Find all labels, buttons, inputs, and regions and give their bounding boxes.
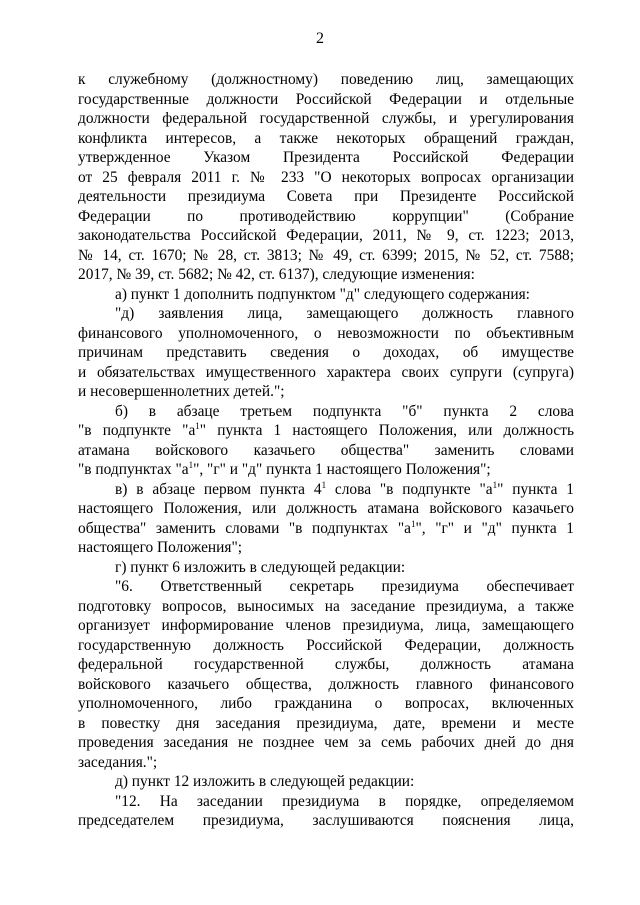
- text-segment: в) в абзаце первом пункта 4: [115, 480, 322, 498]
- superscript: 1: [188, 460, 194, 470]
- text-line: "12. На заседании президиума в порядке, определяемом: [115, 792, 574, 810]
- text-line: настоящего Положения";: [78, 539, 243, 556]
- text-line: б) в абзаце третьем подпункта "б" пункта 2 слова: [115, 402, 574, 420]
- text-line: д) пункт 12 изложить в следующей редакции:: [115, 773, 415, 790]
- text-line: [78, 480, 574, 500]
- text-line: "6. Ответственный секретарь президиума обеспечивает: [115, 578, 574, 595]
- text-segment: "в подпункте "а: [78, 422, 196, 439]
- text-line: атамана войскового казачьего общества" заменить словами: [78, 441, 574, 459]
- text-line: а) пункт 1 дополнить подпунктом "д" следующего содержания:: [115, 285, 530, 303]
- text-line: настоящего Положения, или должность атамана войскового казачьего: [78, 500, 574, 517]
- page-number: 2: [316, 30, 324, 47]
- text-line: государственную должность Российской Федерации, должность: [78, 636, 574, 654]
- text-line: организует информирование членов президиума, лица, замещающего: [78, 617, 574, 634]
- text-line: проведения заседания не позднее чем за семь рабочих дней до дня: [78, 734, 574, 751]
- text-line: утвержденное Указом Президента Российской Федерации: [78, 149, 574, 166]
- text-line: войскового казачьего общества, должность главного финансового: [78, 675, 574, 693]
- text-line: [78, 421, 574, 441]
- text-segment: " пункта 1 настоящего Положения, или должность: [199, 422, 574, 439]
- text-segment: общества" заменить словами "в подпунктах "а: [78, 519, 411, 537]
- text-line: заседания.";: [78, 753, 158, 771]
- text-line: председателем президиума, заслушиваются пояснения лица,: [78, 812, 574, 829]
- text-line: от 25 февраля 2011 г. № 233 "О некоторых вопросах организации: [78, 168, 574, 186]
- text-line: "д) заявления лица, замещающего должность главного: [115, 305, 574, 322]
- text-line: в повестку дня заседания президиума, дате, времени и месте: [78, 714, 574, 732]
- document-body: [78, 70, 574, 831]
- text-line: должности федеральной государственной службы, и урегулирования: [78, 110, 574, 127]
- superscript: 1: [195, 421, 200, 431]
- text-segment: "в подпунктах "а: [78, 461, 189, 478]
- text-line: [78, 519, 574, 539]
- text-line: уполномоченного, либо гражданина о вопросах, включенных: [78, 695, 574, 712]
- text-line: и обязательствах имущественного характера своих супруги (супруга): [78, 363, 574, 381]
- text-segment: ", "г" и "д" пункта 1: [415, 519, 574, 537]
- text-line: деятельности президиума Совета при Президенте Российской: [78, 188, 574, 205]
- text-line: финансового уполномоченного, о невозможности по объективным: [78, 324, 574, 342]
- text-segment: ", "г" и "д" пункта 1 настоящего Положения";: [193, 461, 491, 478]
- text-line: № 14, ст. 1670; № 28, ст. 3813; № 49, ст. 6399; 2015, № 52, ст. 7588;: [78, 246, 574, 264]
- superscript: 1: [410, 518, 416, 529]
- superscript: 1: [321, 479, 327, 490]
- text-line: конфликта интересов, а также некоторых обращений граждан,: [78, 129, 574, 147]
- text-line: и несовершеннолетних детей.";: [78, 383, 285, 400]
- text-line: законодательства Российской Федерации, 2011, № 9, ст. 1223; 2013,: [78, 227, 574, 244]
- text-line: государственные должности Российской Федерации и отдельные: [78, 90, 574, 108]
- text-line: подготовку вопросов, выносимых на заседание президиума, а также: [78, 597, 574, 615]
- superscript: 1: [492, 479, 498, 490]
- text-line: причинам представить сведения о доходах, об имуществе: [78, 344, 574, 361]
- text-line: к служебному (должностному) поведению лиц, замещающих: [78, 71, 574, 88]
- text-line: федеральной государственной службы, должность атамана: [78, 656, 574, 673]
- text-segment: слова "в подпункте "а: [326, 480, 493, 498]
- text-segment: " пункта 1: [497, 480, 574, 498]
- text-line: Федерации по противодействию коррупции" (Собрание: [78, 207, 574, 225]
- text-line: г) пункт 6 изложить в следующей редакции:: [115, 558, 406, 576]
- text-line: 2017, № 39, ст. 5682; № 42, ст. 6137), следующие изменения:: [78, 266, 475, 283]
- text-line: [78, 460, 574, 480]
